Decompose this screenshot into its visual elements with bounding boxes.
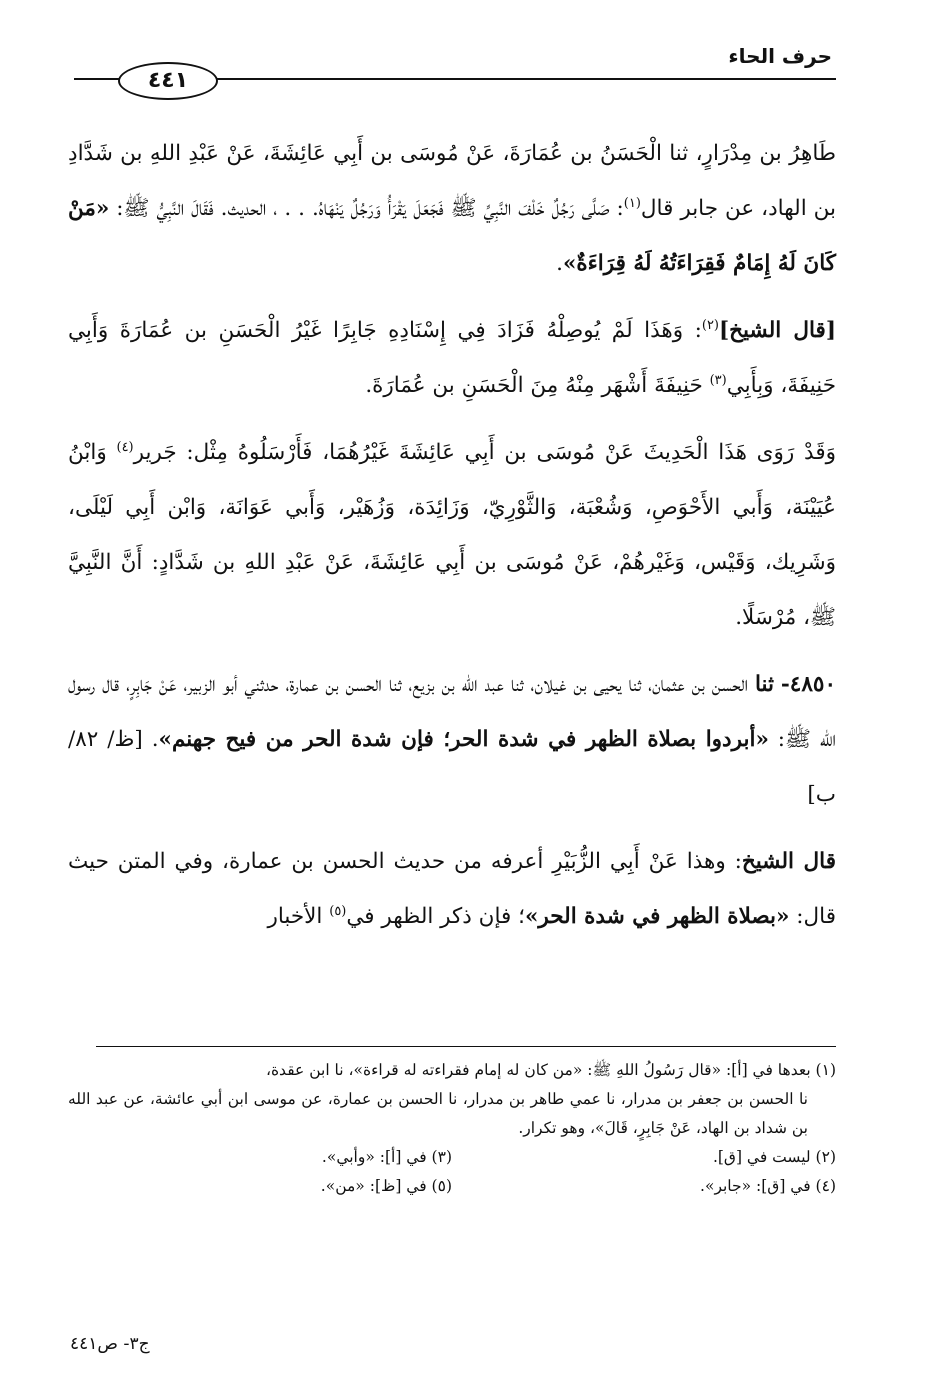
volume-page-marker: ج٣- ص٤٤١ (70, 1334, 150, 1354)
running-title: حرف الحاء (728, 44, 832, 68)
paragraph-3: وَقَدْ رَوَى هَذَا الْحَدِيثَ عَنْ مُوسَى بن أَبِي عَائِشَةَ غَيْرُهُمَا، فَأَرْسَلُوهُ مِثْل: جَرير$^{(٤)}$ وَابْنُ عُيَيْنَة، وَأَبي الأَحْوَصِ، وَشُعْبَة، وَالثَّوْرِيّ، وَزَائِدَة، وَزُهَيْر، وَأَبي عَوَانَة، وَابْن أَبِي لَيْلَى، وَشَرِيك، وَقَيْس، وَغَيْرهُمْ، عَنْ مُوسَى بن أَبِي عَائِشَةَ، عَنْ عَبْدِ اللهِ بن شَدَّادٍ: أَنَّ النَّبِيَّ ﷺ، مُرْسَلًا. (68, 439, 836, 630)
footnote-2: (٢) ليست في [ق]. (712, 1148, 836, 1166)
footnote-ref-1[interactable]: (١) (623, 195, 641, 211)
hadith-number: ٤٨٥٠- (780, 672, 836, 697)
footnote-rule (96, 1046, 836, 1047)
page-number-oval: ٤٤١ (118, 62, 218, 100)
hadith-text: «أبردوا بصلاة الظهر في شدة الحر؛ فإن شدة الحر من فيح جهنم» (158, 727, 769, 752)
footnote-5: (٥) في [ظ]: «من». (320, 1177, 452, 1195)
paragraph-1: طَاهِرُ بن مِدْرَارٍ، ثنا الْحَسَنُ بن عُمَارَةَ، عَنْ مُوسَى بن أَبِي عَائِشَةَ، عَنْ عَبْدِ اللهِ بن شَدَّادِ بن الهاد، عن جابر قال$^{(١)}$: صَلَّى رَجُلٌ خَلْفَ النَّبِيِّ ﷺ فَجَعَلَ يَقْرَأُ وَرَجُلٌ يَنْهَاهُ. . . ، الحديث. فَقَالَ النَّبِيُّ ﷺ: «مَنْ كَانَ لَهُ إِمَامٌ فَقِرَاءَتُهُ لَهُ قِرَاءَةٌ». (68, 141, 836, 276)
footnote-ref-5[interactable]: (٥) (329, 903, 347, 919)
paragraph-5: قال الشيخ: وهذا عَنْ أَبِي الزُّبَيْرِ أعرفه من حديث الحسن بن عمارة، وفي المتن حيث قال: «بصلاة الظهر في شدة الحر»؛ فإن ذكر الظهر في$^{(٥)}$ الأخبار (68, 849, 836, 929)
footnote-ref-2[interactable]: (٢) (701, 317, 719, 333)
hadith-text: «مَنْ كَانَ لَهُ إِمَامٌ فَقِرَاءَتُهُ لَهُ قِرَاءَةٌ» (68, 196, 836, 276)
main-text (68, 126, 836, 944)
paragraph-4: ٤٨٥٠- ثنا الحسن بن عثمان، ثنا يحيى بن غيلان، ثنا عبد الله بن بزيع، ثنا الحسن بن عمارة، حدثني أبو الزبير، عَنْ جَابِرٍ، قال رسول الله ﷺ: «أبردوا بصلاة الظهر في شدة الحر؛ فإن شدة الحر من فيح جهنم». [ظ/ ٨٢/ ب] (68, 672, 836, 807)
footnote-1: (١) بعدها في [أ]: «قال رَسُولُ اللهِ ﷺ: «من كان له إمام فقراءته له قراءة»، نا ابن عقدة، (265, 1061, 836, 1079)
sheikh-label: قال الشيخ (741, 849, 836, 874)
footnote-row (68, 1172, 836, 1201)
footnote-ref-3[interactable]: (٣) (709, 372, 727, 388)
footnote-4: (٤) في [ق]: «جابر». (700, 1177, 836, 1195)
footnote-row (68, 1143, 836, 1172)
footnote-3: (٣) في [أ]: «وأبي». (321, 1148, 452, 1166)
paragraph-2: [قال الشيخ]$^{(٢)}$: وَهَذَا لَمْ يُوصِلْهُ فَزَادَ فِي إِسْنَادِهِ جَابِرًا غَيْرُ الْحَسَنِ بن عُمَارَةَ وَأَبِي حَنِيفَةَ، وَبِأَبِي$^{(٣)}$ حَنِيفَةَ أَشْهَر مِنْهُ مِنَ الْحَسَنِ بن عُمَارَةَ. (68, 317, 836, 398)
footnotes (68, 1056, 836, 1201)
footnote-1-continuation: نا الحسن بن جعفر بن مدرار، نا عمي طاهر بن مدرار، نا الحسن بن عمارة، عن موسى ابن أبي عائشة، عن عبد الله بن شداد بن الهاد، عَنْ جَابِرٍ، قَالَ»، وهو تكرار. (68, 1090, 808, 1137)
footnote-ref-4[interactable]: (٤) (116, 439, 134, 455)
manuscript-ref: [ظ/ ٨٢/ ب] (68, 727, 836, 807)
sheikh-label: [قال الشيخ] (719, 318, 836, 343)
